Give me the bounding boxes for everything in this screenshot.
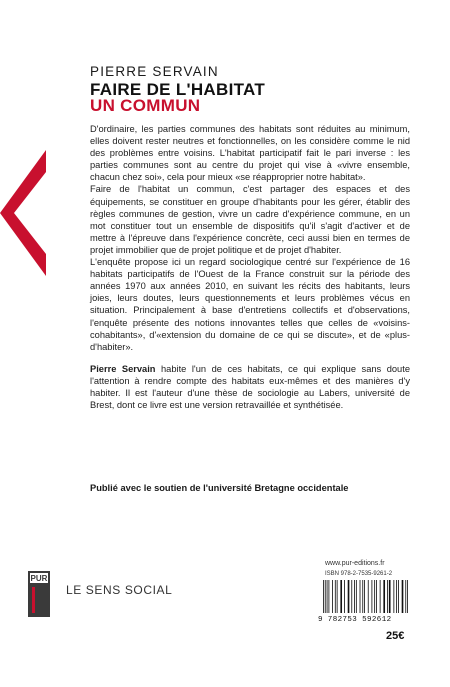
barcode-bar (371, 580, 372, 613)
barcode-bar (383, 580, 385, 613)
barcode-bar (337, 580, 338, 613)
author-bio-text: habite l'un de ces habitats, ce qui explique sans doute l'attention à rendre compte des habitats eux-mêmes et des manières d'y habiter. Il est l'auteur d'une thèse de sociologie au Labers, université de Brest, dont ce livre est une version retravaillée et synthétisée. (90, 363, 410, 411)
barcode-bar (335, 580, 336, 613)
isbn-number: ISBN 978-2-7535-9261-2 (325, 571, 393, 577)
barcode-bar (354, 580, 355, 613)
barcode-bar (356, 580, 357, 613)
barcode-bar (323, 580, 324, 613)
barcode-bar (364, 580, 365, 613)
barcode-bar (348, 580, 350, 613)
isbn-barcode (323, 580, 409, 613)
author-name: PIERRE SERVAIN (90, 64, 219, 79)
barcode-digits: 9 782753 592612 (318, 616, 392, 624)
barcode-bar (344, 580, 345, 613)
barcode-bar (340, 580, 342, 613)
pur-logo-icon (28, 571, 50, 617)
barcode-bar (360, 580, 361, 613)
barcode-bar (396, 580, 397, 613)
barcode-bar (327, 580, 328, 613)
blurb-paragraph-3: L'enquête propose ici un regard sociologique centré sur l'expérience de 16 habitats participatifs de l'Ouest de la France construit sur la période des années 1970 aux années 2010, en suivant les récits des habitants, leurs joies, leurs doutes, leurs questionnements et leurs problèmes vécus en situation. Principalement à base d'entretiens collectifs et d'observations, l'enquête présente des notions innovantes telles que celles de «voisins-cohabitants», d'«extension du domaine de ce qui se discute», et de «plus-d'habiter». (90, 257, 410, 352)
back-cover-blurb (90, 123, 410, 411)
barcode-bar (402, 580, 404, 613)
barcode-bar (351, 580, 352, 613)
price: 25€ (386, 630, 405, 642)
barcode-bar (374, 580, 375, 613)
blurb-paragraph-2: Faire de l'habitat un commun, c'est partager des espaces et des équipements, se constituer en groupe d'habitants pour les gérer, établir des règles communes de gestion, vivre un cadre d'expérience commune, en un mot constituer tout un ensemble de dispositifs qu'il s'agit d'activer et de mettre à l'épreuve dans l'expérience concrète, ceci aussi bien en termes de projet immobilier que de projet politique et de projet d'habiter. (90, 184, 410, 255)
book-title-line2: UN COMMUN (90, 96, 201, 115)
barcode-bar (328, 580, 329, 613)
barcode-bar (368, 580, 369, 613)
support-statement: Publié avec le soutien de l'université Bretagne occidentale (90, 483, 349, 493)
pur-logo-text: PUR (30, 574, 48, 583)
barcode-bar (325, 580, 326, 613)
barcode-bar (332, 580, 333, 613)
author-bio-name: Pierre Servain (90, 363, 156, 374)
book-title-line1: FAIRE DE L'HABITAT (90, 80, 266, 99)
barcode-bar (398, 580, 399, 613)
barcode-bar (362, 580, 363, 613)
barcode-bar (387, 580, 388, 613)
barcode-bar (389, 580, 391, 613)
publisher-website: www.pur-editions.fr (325, 560, 385, 567)
barcode-bar (376, 580, 377, 613)
barcode-bar (407, 580, 408, 613)
barcode-bar (380, 580, 381, 613)
red-triangle-decoration (0, 150, 46, 276)
barcode-bar (393, 580, 394, 613)
barcode-bar (405, 580, 406, 613)
blurb-paragraph-1: D'ordinaire, les parties communes des habitats sont réduites au minimum, elles doivent rester neutres et fonctionnelles, on les considère comme le nid des problèmes entre voisins. L'habitat participatif fait le pari inverse : les parties communes sont au centre du projet qui vise à «vivre ensemble, chacun chez soi», cela pour mieux «se réapproprier notre habitat». (90, 124, 410, 183)
author-bio (90, 363, 410, 411)
series-name: LE SENS SOCIAL (66, 583, 173, 597)
